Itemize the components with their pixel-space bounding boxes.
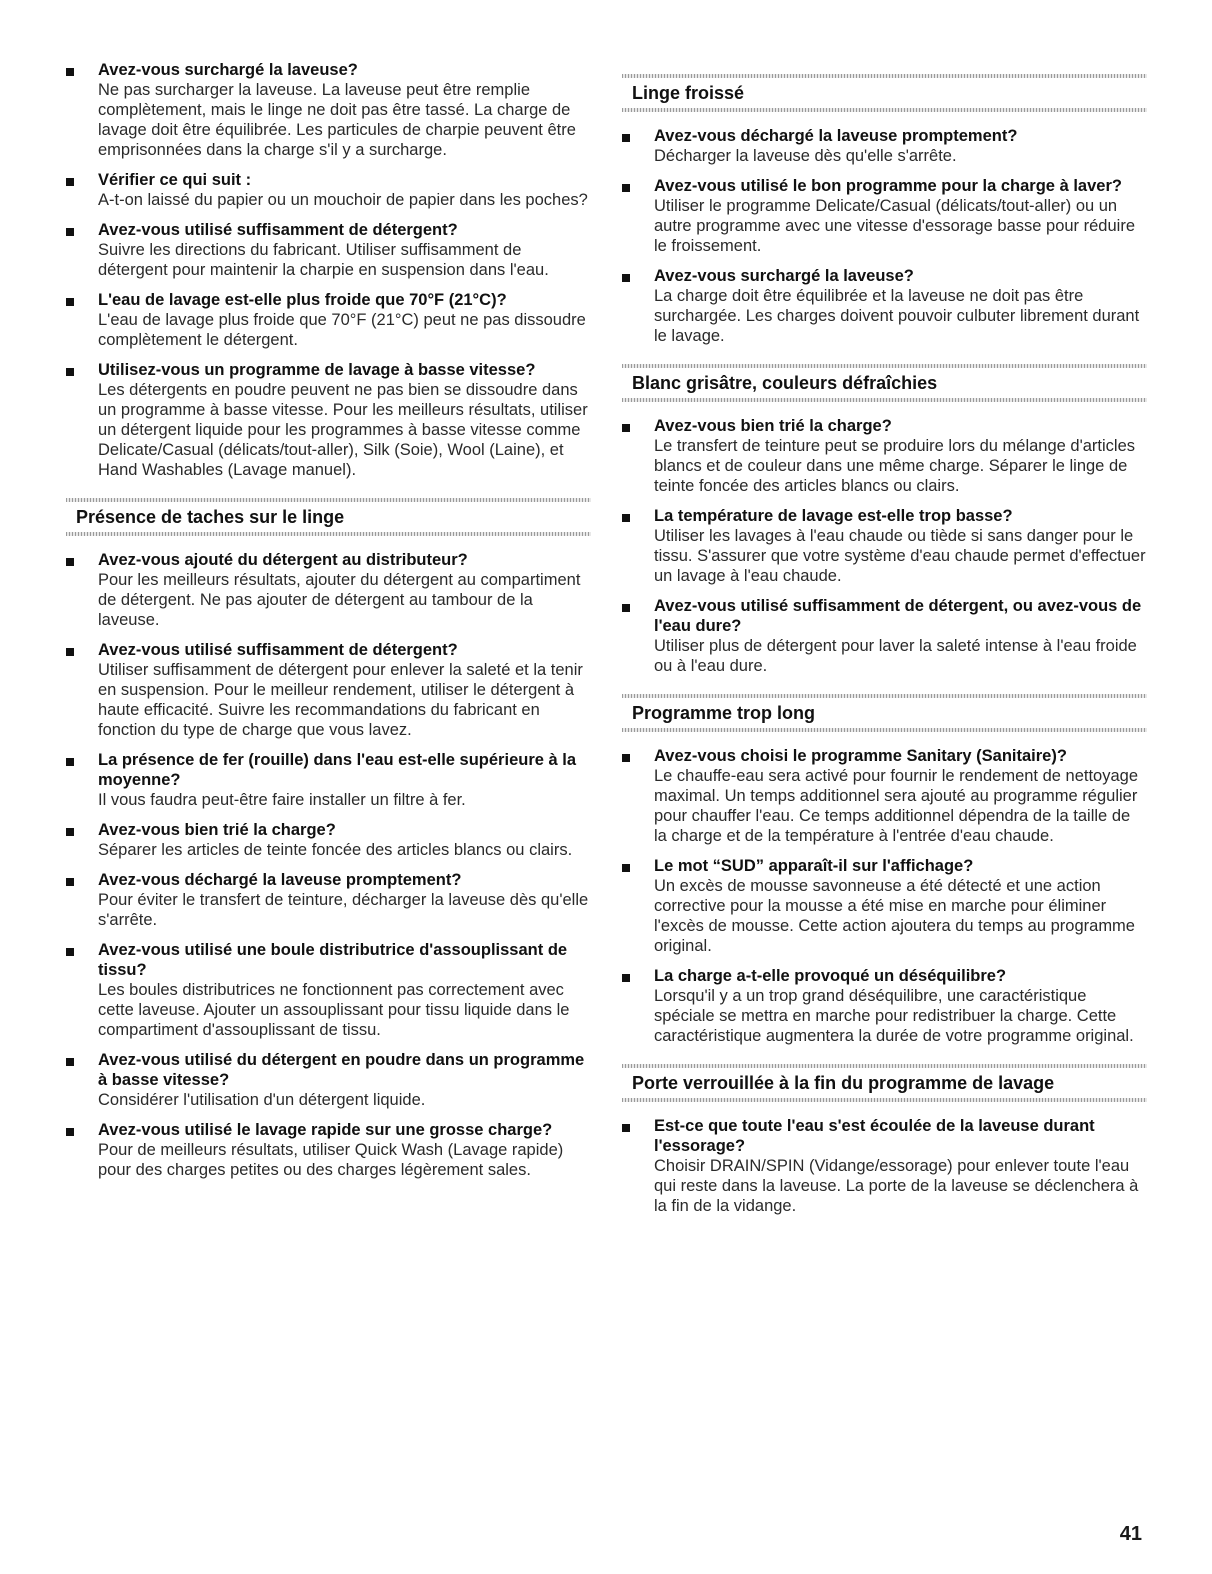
bullet-icon [66,648,74,656]
bullet-icon [66,1128,74,1136]
question: Avez-vous surchargé la laveuse? [98,61,358,79]
section-header-long [622,694,1147,732]
bullet-icon [66,298,74,306]
answer: La charge doit être équilibrée et la laveuse ne doit pas être surchargée. Les charges doivent pouvoir culbuter librement durant le lavage. [654,287,1140,345]
section-header-wrinkled [622,74,1147,112]
question: Utilisez-vous un programme de lavage à basse vitesse? [98,361,536,379]
list-item [66,170,591,210]
list-item [66,290,591,350]
section-title: Programme trop long [632,703,816,723]
answer: Utiliser le programme Delicate/Casual (délicats/tout-aller) ou un autre programme avec une vitesse d'essorage basse pour réduire le froissement. [654,197,1135,255]
question: Avez-vous utilisé le bon programme pour la charge à laver? [654,177,1122,195]
question: Avez-vous choisi le programme Sanitary (Sanitaire)? [654,747,1067,765]
answer: Ne pas surcharger la laveuse. La laveuse peut être remplie complètement, mais le linge ne doit pas être tassé. La charge de lavage doit être équilibrée. Les particules de charpie peuvent être emprisonnées dans la charge s'il y a surcharge. [98,81,576,159]
answer: Le transfert de teinture peut se produire lors du mélange d'articles blancs et de couleur dans une même charge. Séparer le linge de teinte foncée des articles blancs ou clairs. [654,437,1136,495]
question: Vérifier ce qui suit : [98,171,252,189]
list-item [622,266,1147,346]
answer: Pour de meilleurs résultats, utiliser Quick Wash (Lavage rapide) pour des charges petites ou des charges légèrement sales. [98,1141,564,1179]
section-title: Blanc grisâtre, couleurs défraîchies [632,373,938,393]
left-column [66,60,591,1190]
bullet-icon [66,178,74,186]
bullet-icon [622,864,630,872]
bullet-icon [622,424,630,432]
answer: Il vous faudra peut-être faire installer un filtre à fer. [98,791,466,809]
section-title: Porte verrouillée à la fin du programme de lavage [632,1073,1055,1093]
question: La présence de fer (rouille) dans l'eau est-elle supérieure à la moyenne? [98,751,577,789]
question: La charge a-t-elle provoqué un déséquilibre? [654,967,1007,985]
list-item [622,176,1147,256]
bullet-icon [66,948,74,956]
question: Avez-vous utilisé suffisamment de détergent? [98,221,458,239]
question: Avez-vous déchargé la laveuse promptement? [98,871,462,889]
list-item [66,360,591,480]
answer: Les boules distributrices ne fonctionnent pas correctement avec cette laveuse. Ajouter un assouplissant pour tissu liquide dans le compartiment d'assouplissant de tissu. [98,981,570,1039]
answer: Utiliser plus de détergent pour laver la saleté intense à l'eau froide ou à l'eau dure. [654,637,1137,675]
answer: Un excès de mousse savonneuse a été détecté et une action corrective pour la mousse a été mise en marche pour éliminer l'excès de mousse. Cette action ajoutera du temps au programme original. [654,877,1135,955]
answer: Suivre les directions du fabricant. Utiliser suffisamment de détergent pour maintenir la charpie en suspension dans l'eau. [98,241,549,279]
answer: Pour éviter le transfert de teinture, décharger la laveuse dès qu'elle s'arrête. [98,891,589,929]
question: Avez-vous utilisé une boule distributrice d'assouplissant de tissu? [98,941,568,979]
question: Avez-vous utilisé suffisamment de détergent? [98,641,458,659]
answer: Décharger la laveuse dès qu'elle s'arrête. [654,147,957,165]
list-item [66,640,591,740]
question: Avez-vous utilisé le lavage rapide sur une grosse charge? [98,1121,553,1139]
question: Avez-vous bien trié la charge? [98,821,336,839]
answer: Le chauffe-eau sera activé pour fournir le rendement de nettoyage maximal. Un temps additionnel sera ajouté au programme régulier pour chauffer l'eau. Ce temps additionnel dépendra de la taille de la charge et de la température à l'entrée d'eau chaude. [654,767,1139,845]
answer: Pour les meilleurs résultats, ajouter du détergent au compartiment de détergent. Ne pas ajouter de détergent au tambour de la laveuse. [98,571,581,629]
bullet-icon [622,604,630,612]
bullet-icon [66,228,74,236]
question: La température de lavage est-elle trop basse? [654,507,1013,525]
question: L'eau de lavage est-elle plus froide que 70°F (21°C)? [98,291,507,309]
question: Avez-vous déchargé la laveuse promptement? [654,127,1018,145]
list-item [622,416,1147,496]
bullet-icon [622,1124,630,1132]
list-item [66,940,591,1040]
list-item [66,820,591,860]
section-title: Linge froissé [632,83,745,103]
answer: L'eau de lavage plus froide que 70°F (21°C) peut ne pas dissoudre complètement le détergent. [98,311,586,349]
list-item [66,1050,591,1110]
bullet-icon [66,758,74,766]
question: Avez-vous utilisé suffisamment de détergent, ou avez-vous de l'eau dure? [654,597,1142,635]
section-header-locked [622,1064,1147,1102]
list-item [66,220,591,280]
bullet-icon [622,274,630,282]
bullet-icon [622,134,630,142]
question: Le mot “SUD” apparaît-il sur l'affichage? [654,857,974,875]
bullet-icon [66,558,74,566]
answer: Utiliser suffisamment de détergent pour enlever la saleté et la tenir en suspension. Pour le meilleur rendement, utiliser le détergent à haute efficacité. Suivre les recommandations du fabricant en fonction du type de charge que vous lavez. [98,661,583,739]
bullet-icon [66,878,74,886]
section-header-grey [622,364,1147,402]
list-item [622,966,1147,1046]
list-item [622,746,1147,846]
list-item [622,506,1147,586]
bullet-icon [66,68,74,76]
answer: Considérer l'utilisation d'un détergent liquide. [98,1091,426,1109]
bullet-icon [622,184,630,192]
answer: Choisir DRAIN/SPIN (Vidange/essorage) pour enlever toute l'eau qui reste dans la laveuse. La porte de la laveuse se déclenchera à la fin de la vidange. [654,1157,1139,1215]
question: Est-ce que toute l'eau s'est écoulée de la laveuse durant l'essorage? [654,1117,1095,1155]
question: Avez-vous utilisé du détergent en poudre dans un programme à basse vitesse? [98,1051,585,1089]
list-item [66,1120,591,1180]
bullet-icon [66,1058,74,1066]
bullet-icon [66,368,74,376]
section-title: Présence de taches sur le linge [76,507,345,527]
question: Avez-vous bien trié la charge? [654,417,892,435]
bullet-icon [66,828,74,836]
answer: Lorsqu'il y a un trop grand déséquilibre, une caractéristique spéciale se mettra en marche pour redistribuer la charge. Cette caractéristique augmentera la durée de votre programme original. [654,987,1134,1045]
question: Avez-vous surchargé la laveuse? [654,267,914,285]
list-item [622,1116,1147,1216]
list-item [66,750,591,810]
answer: Séparer les articles de teinte foncée des articles blancs ou clairs. [98,841,573,859]
right-column [622,74,1147,1226]
answer: Les détergents en poudre peuvent ne pas bien se dissoudre dans un programme à basse vitesse. Pour les meilleurs résultats, utiliser un détergent liquide pour les programmes à basse vitesse comme Delicate/Casual (délicats/tout-aller), Silk (Soie), Wool (Laine), et Hand Washables (Lavage manuel). [98,381,588,479]
question: Avez-vous ajouté du détergent au distributeur? [98,551,468,569]
bullet-icon [622,514,630,522]
list-item [622,126,1147,166]
list-item [66,550,591,630]
section-header-stains [66,498,591,536]
bullet-icon [622,974,630,982]
list-item [622,856,1147,956]
list-item [622,596,1147,676]
answer: A-t-on laissé du papier ou un mouchoir de papier dans les poches? [98,191,588,209]
answer: Utiliser les lavages à l'eau chaude ou tiède si sans danger pour le tissu. S'assurer que votre système d'eau chaude permet d'effectuer un lavage à l'eau chaude. [654,527,1146,585]
bullet-icon [622,754,630,762]
list-item [66,60,591,160]
page-number: 41 [1119,1523,1142,1545]
list-item [66,870,591,930]
